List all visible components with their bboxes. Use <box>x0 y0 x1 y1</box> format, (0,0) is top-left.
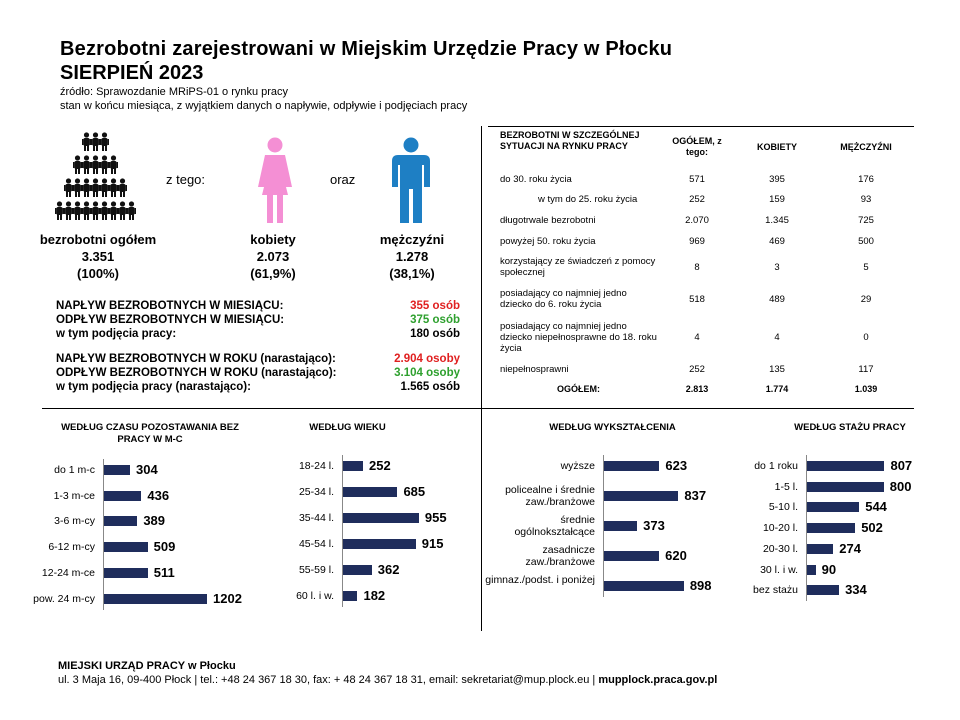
chart-axis <box>103 459 104 610</box>
person-icon <box>64 201 73 220</box>
chart-bar <box>104 542 148 552</box>
flow-label: NAPŁYW BEZROBOTNYCH W MIESIĄCU: <box>56 300 284 312</box>
chart-bar <box>604 551 659 561</box>
person-icon <box>109 201 118 220</box>
person-icon <box>64 178 73 197</box>
table-row-label: niepełnosprawni <box>500 364 569 375</box>
footer-website[interactable]: mupplock.praca.gov.pl <box>598 674 718 686</box>
total-value: 3.351 <box>81 249 115 264</box>
chart-category-label: 45-54 l. <box>298 538 334 550</box>
chart-category-label: policealne i średnie zaw./branżowe <box>505 484 595 508</box>
table-cell-men: 29 <box>860 293 872 305</box>
chart-category-label: 30 l. i w. <box>760 563 798 576</box>
flow-label: ODPŁYW BEZROBOTNYCH W ROKU (narastająco): <box>56 367 337 379</box>
table-cell-women: 3 <box>774 261 780 273</box>
table-header-women: KOBIETY <box>756 142 797 152</box>
chart-category-label: 60 l. i w. <box>296 590 334 602</box>
chart-bar <box>807 544 833 554</box>
chart-category-label: bez stażu <box>753 584 798 597</box>
footer-address: ul. 3 Maja 16, 09-400 Płock | tel.: +48 24 367 18 30, fax: + 48 24 367 18 31, email: sekretariat@mup.plock.eu | <box>58 674 599 686</box>
table-cell-total: 252 <box>689 194 705 205</box>
chart-value-label: 837 <box>684 488 707 503</box>
women-label: kobiety <box>250 232 296 247</box>
chart-category-label: do 1 roku <box>754 460 798 472</box>
chart-bar <box>343 591 357 601</box>
chart-title: WEDŁUG WYKSZTAŁCENIA <box>549 422 676 433</box>
total-summary <box>13 231 183 282</box>
man-icon <box>390 137 432 225</box>
chart-category-label: pow. 24 m-cy <box>33 592 95 605</box>
chart-value-label: 389 <box>143 513 166 529</box>
state-note: stan w końcu miesiąca, z wyjątkiem danych o napływie, odpływie i podjęciach pracy <box>60 100 468 112</box>
person-icon <box>91 155 100 174</box>
total-label: bezrobotni ogółem <box>39 232 157 247</box>
page-month: SIERPIEŃ 2023 <box>60 62 204 84</box>
person-icon <box>109 178 118 197</box>
chart-bar <box>604 581 684 591</box>
chart-category-label: 1-3 m-ce <box>53 489 95 502</box>
table-total-label: OGÓŁEM: <box>557 384 600 394</box>
table-cell-total: 8 <box>694 261 700 273</box>
table-cell-men: 500 <box>858 236 874 247</box>
chart-value-label: 511 <box>153 564 175 580</box>
total-pct: (100%) <box>77 266 119 281</box>
chart-category-label: 1-5 l. <box>774 480 798 493</box>
chart-value-label: 898 <box>689 578 712 593</box>
person-icon <box>118 178 127 197</box>
person-icon <box>91 201 100 220</box>
chart-value-label: 274 <box>839 540 861 556</box>
chart-value-label: 807 <box>890 458 913 473</box>
person-icon <box>73 201 82 220</box>
chart-bar <box>807 461 884 471</box>
table-cell-men: 117 <box>858 364 874 375</box>
chart-title: WEDŁUG WIEKU <box>309 422 386 433</box>
person-icon <box>100 132 109 151</box>
person-icon <box>109 155 118 174</box>
table-cell-men: 725 <box>858 215 874 226</box>
table-cell-total: 571 <box>689 174 705 185</box>
women-pct: (61,9%) <box>250 266 296 281</box>
person-icon <box>73 178 82 197</box>
table-row-label: długotrwale bezrobotni <box>500 215 596 226</box>
chart-value-label: 915 <box>421 536 444 551</box>
table-cell-women: 159 <box>769 194 785 205</box>
person-icon <box>82 132 91 151</box>
flow-value: 355 osób <box>410 300 460 312</box>
chart-category-label: zasadnicze zaw./branżowe <box>525 544 595 568</box>
table-row-label: korzystający ze świadczeń z pomocy społecznej <box>500 256 656 278</box>
chart-bar <box>807 565 816 575</box>
chart-bar <box>604 491 678 501</box>
footer-org: MIEJSKI URZĄD PRACY w Płocku <box>58 660 236 672</box>
chart-bar <box>807 482 884 492</box>
page-title: Bezrobotni zarejestrowani w Miejskim Urzędzie Pracy w Płocku <box>60 38 673 60</box>
flow-label: ODPŁYW BEZROBOTNYCH W MIESIĄCU: <box>56 314 285 326</box>
table-cell-men: 93 <box>860 194 872 205</box>
chart-axis <box>342 455 343 607</box>
person-icon <box>100 155 109 174</box>
table-cell-total: 4 <box>694 332 700 343</box>
person-icon <box>82 155 91 174</box>
chart-value-label: 509 <box>153 539 176 555</box>
men-pct: (38,1%) <box>389 266 435 281</box>
chart-category-label: 10-20 l. <box>762 522 798 535</box>
chart-bar <box>104 491 141 501</box>
table-cell-men: 176 <box>858 174 874 185</box>
chart-bar <box>343 487 397 497</box>
chart-value-label: 544 <box>865 499 887 515</box>
table-cell-men: 5 <box>863 261 869 273</box>
table-row-label: posiadający co najmniej jedno dziecko niepełnosprawne do 18. roku życia <box>500 321 657 354</box>
horizontal-divider <box>42 408 914 409</box>
table-row-label: w tym do 25. roku życia <box>538 194 638 205</box>
chart-category-label: 55-59 l. <box>298 564 334 576</box>
chart-value-label: 620 <box>665 548 687 563</box>
chart-value-label: 362 <box>377 562 400 577</box>
table-cell-total: 2.070 <box>685 215 709 226</box>
chart-bar <box>343 565 372 575</box>
chart-bar <box>343 461 363 471</box>
table-row-label: do 30. roku życia <box>500 174 572 185</box>
chart-bar <box>343 513 419 523</box>
flow-value: 180 osób <box>410 328 460 340</box>
chart-category-label: 25-34 l. <box>298 486 334 498</box>
chart-bar <box>604 461 659 471</box>
person-icon <box>55 201 64 220</box>
flow-value: 1.565 osób <box>400 381 460 393</box>
chart-category-label: do 1 m-c <box>54 464 95 476</box>
men-value: 1.278 <box>395 249 429 264</box>
chart-category-label: 3-6 m-cy <box>54 515 95 528</box>
woman-icon <box>255 137 295 225</box>
table-cell-women: 395 <box>769 174 785 185</box>
table-total-all: 2.813 <box>685 384 709 394</box>
chart-bar <box>807 502 859 512</box>
person-icon <box>127 201 136 220</box>
flow-label: w tym podjęcia pracy (narastająco): <box>56 381 251 393</box>
table-header-men: MĘŻCZYŹNI <box>840 142 892 152</box>
table-cell-men: 0 <box>863 332 869 343</box>
chart-title: WEDŁUG STAŻU PRACY <box>794 422 906 433</box>
chart-value-label: 436 <box>147 487 170 503</box>
table-cell-women: 469 <box>769 236 785 247</box>
chart-value-label: 502 <box>861 520 883 536</box>
person-icon <box>100 201 109 220</box>
person-icon <box>118 201 127 220</box>
chart-value-label: 252 <box>369 458 391 473</box>
table-top-line <box>488 126 914 127</box>
chart-value-label: 90 <box>821 561 837 577</box>
person-icon <box>100 178 109 197</box>
chart-bar <box>343 539 416 549</box>
chart-category-label: 5-10 l. <box>768 501 798 514</box>
table-cell-total: 252 <box>689 364 705 375</box>
chart-value-label: 182 <box>363 588 386 603</box>
table-cell-total: 969 <box>689 236 705 247</box>
chart-value-label: 800 <box>889 478 912 494</box>
chart-value-label: 334 <box>845 582 867 598</box>
chart-value-label: 373 <box>643 518 665 533</box>
chart-bar <box>104 516 137 526</box>
chart-category-label: średnie ogólnokształcące <box>514 514 595 538</box>
footer-contact <box>58 674 717 686</box>
flow-value: 3.104 osoby <box>394 367 460 379</box>
chart-category-label: 20-30 l. <box>762 542 798 555</box>
chart-title: WEDŁUG CZASU POZOSTAWANIA BEZ PRACY W M-C <box>61 422 239 445</box>
person-icon <box>91 132 100 151</box>
chart-bar <box>807 523 855 533</box>
chart-value-label: 685 <box>403 484 426 499</box>
table-row-label: posiadający co najmniej jedno dziecko do 6. roku życia <box>500 288 627 310</box>
people-pyramid-icon <box>52 132 138 224</box>
vertical-divider <box>481 126 482 631</box>
flow-value: 2.904 osoby <box>394 353 460 365</box>
chart-bar <box>104 465 130 475</box>
men-summary <box>327 231 497 282</box>
chart-bar <box>104 568 148 578</box>
chart-value-label: 955 <box>424 510 447 525</box>
chart-bar <box>104 594 207 604</box>
women-value: 2.073 <box>256 249 290 264</box>
table-cell-women: 4 <box>774 332 780 343</box>
men-label: mężczyźni <box>379 232 445 247</box>
chart-value-label: 304 <box>136 462 158 477</box>
chart-value-label: 623 <box>665 458 688 473</box>
chart-category-label: 18-24 l. <box>298 460 334 472</box>
connector-oraz: oraz <box>330 172 356 187</box>
person-icon <box>73 155 82 174</box>
chart-category-label: 35-44 l. <box>298 512 334 524</box>
table-header-category: BEZROBOTNI W SZCZEGÓLNEJ SYTUACJI NA RYNKU PRACY <box>500 130 640 151</box>
table-total-women: 1.774 <box>765 384 789 394</box>
flow-value: 375 osób <box>410 314 460 326</box>
connector-z-tego: z tego: <box>166 172 206 187</box>
table-total-men: 1.039 <box>854 384 878 394</box>
table-header-total: OGÓŁEM, z tego: <box>672 136 722 157</box>
person-icon <box>82 201 91 220</box>
chart-category-label: gimnaz./podst. i poniżej <box>485 574 595 586</box>
table-cell-women: 489 <box>769 293 785 305</box>
person-icon <box>91 178 100 197</box>
chart-bar <box>807 585 839 595</box>
table-cell-total: 518 <box>689 293 705 305</box>
source-note: źródło: Sprawozdanie MRiPS-01 o rynku pracy <box>60 86 289 98</box>
flow-label: w tym podjęcia pracy: <box>56 328 177 340</box>
chart-value-label: 1202 <box>213 590 242 606</box>
table-cell-women: 135 <box>769 364 785 375</box>
person-icon <box>82 178 91 197</box>
chart-bar <box>604 521 637 531</box>
chart-category-label: wyższe <box>560 460 595 472</box>
chart-category-label: 6-12 m-cy <box>48 541 95 554</box>
table-row-label: powyżej 50. roku życia <box>500 236 596 247</box>
flow-label: NAPŁYW BEZROBOTNYCH W ROKU (narastająco): <box>56 353 336 365</box>
chart-category-label: 12-24 m-ce <box>41 566 95 579</box>
table-cell-women: 1.345 <box>765 215 789 226</box>
